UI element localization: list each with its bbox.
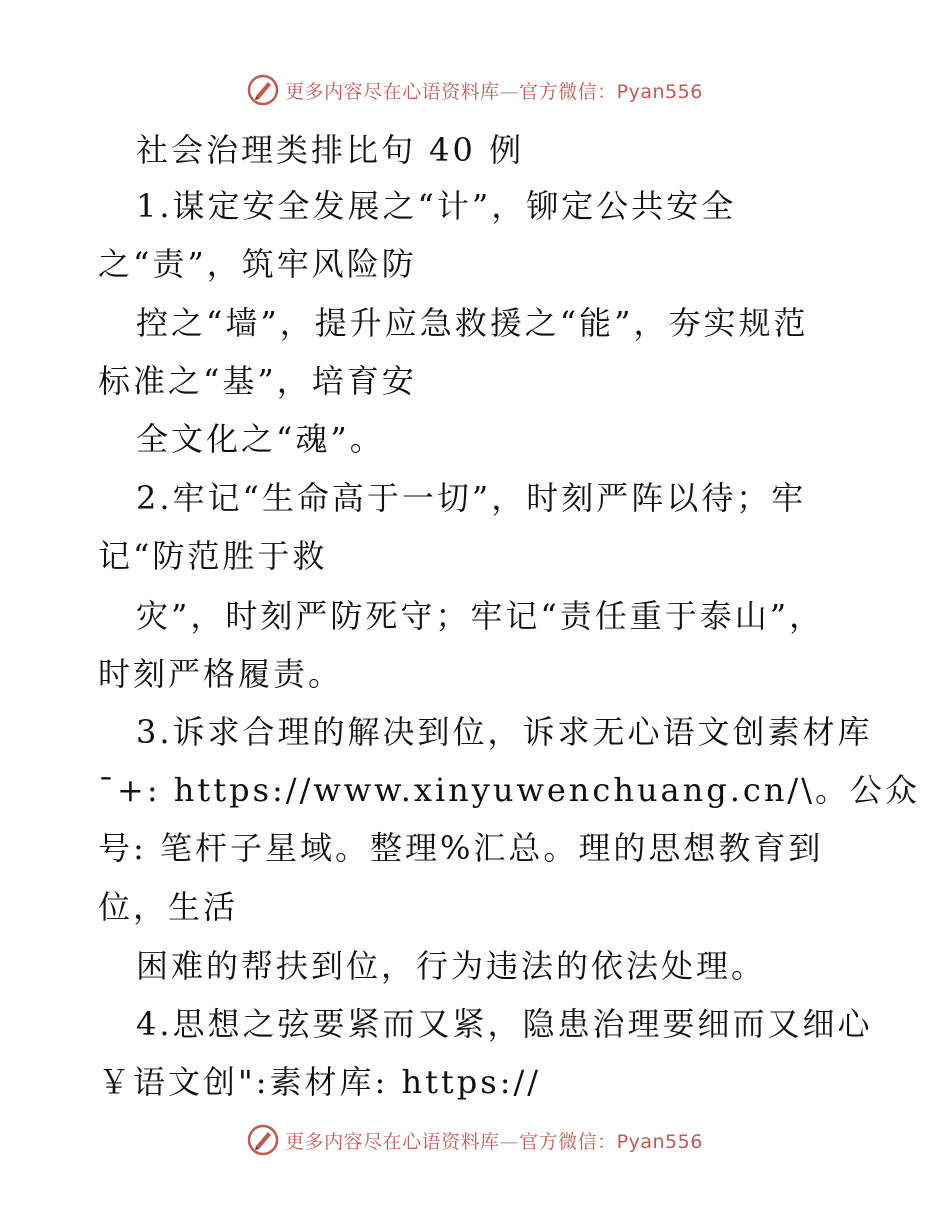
- text-line: 之“责”，筑牢风险防: [98, 245, 417, 283]
- logo-icon: [247, 74, 279, 106]
- text-line: 1.谋定安全发展之“计”，铆定公共安全: [136, 187, 737, 225]
- text-line: 位，生活: [98, 888, 239, 926]
- text-line: 记“防范胜于救: [98, 537, 328, 575]
- header-watermark: [0, 70, 950, 110]
- watermark-separator: —: [499, 1130, 520, 1153]
- watermark-main: 更多内容尽在心语资料库: [285, 80, 500, 103]
- footer-watermark: [0, 1120, 950, 1160]
- text-line: 困难的帮扶到位，行为违法的依法处理。: [136, 947, 767, 985]
- watermark-suffix: 官方微信：Pyan556: [519, 80, 703, 103]
- text-line: 控之“墙”，提升应急救援之“能”，夯实规范: [136, 304, 809, 342]
- logo-icon: [247, 1124, 279, 1156]
- watermark-separator: —: [499, 80, 520, 103]
- watermark-text: [285, 1127, 703, 1154]
- text-line: 号: 笔杆子星域。整理%汇总。理的思想教育到: [98, 829, 824, 867]
- watermark-suffix: 官方微信：Pyan556: [519, 1130, 703, 1153]
- text-line: 标准之“基”，培育安: [98, 362, 417, 400]
- text-line: 3.诉求合理的解决到位，诉求无心语文创素材库: [136, 713, 873, 751]
- text-line: 2.牢记“生命高于一切”，时刻严阵以待；牢: [136, 479, 807, 517]
- document-title: 社会治理类排比句 40 例: [136, 131, 525, 169]
- text-line: 4.思想之弦要紧而又紧，隐患治理要细而又细心: [136, 1005, 873, 1043]
- watermark-main: 更多内容尽在心语资料库: [285, 1130, 500, 1153]
- text-line: 灾”，时刻严防死守；牢记“责任重于泰山”，: [136, 597, 825, 635]
- watermark-text: [285, 77, 703, 104]
- text-line: 全文化之“魂”。: [136, 420, 385, 458]
- text-line: 时刻严格履责。: [98, 655, 344, 693]
- text-line: ￥语文创":素材库: https://: [98, 1063, 542, 1101]
- text-line: ¯+: https://www.xinyuwenchuang.cn/\。公众: [98, 771, 920, 809]
